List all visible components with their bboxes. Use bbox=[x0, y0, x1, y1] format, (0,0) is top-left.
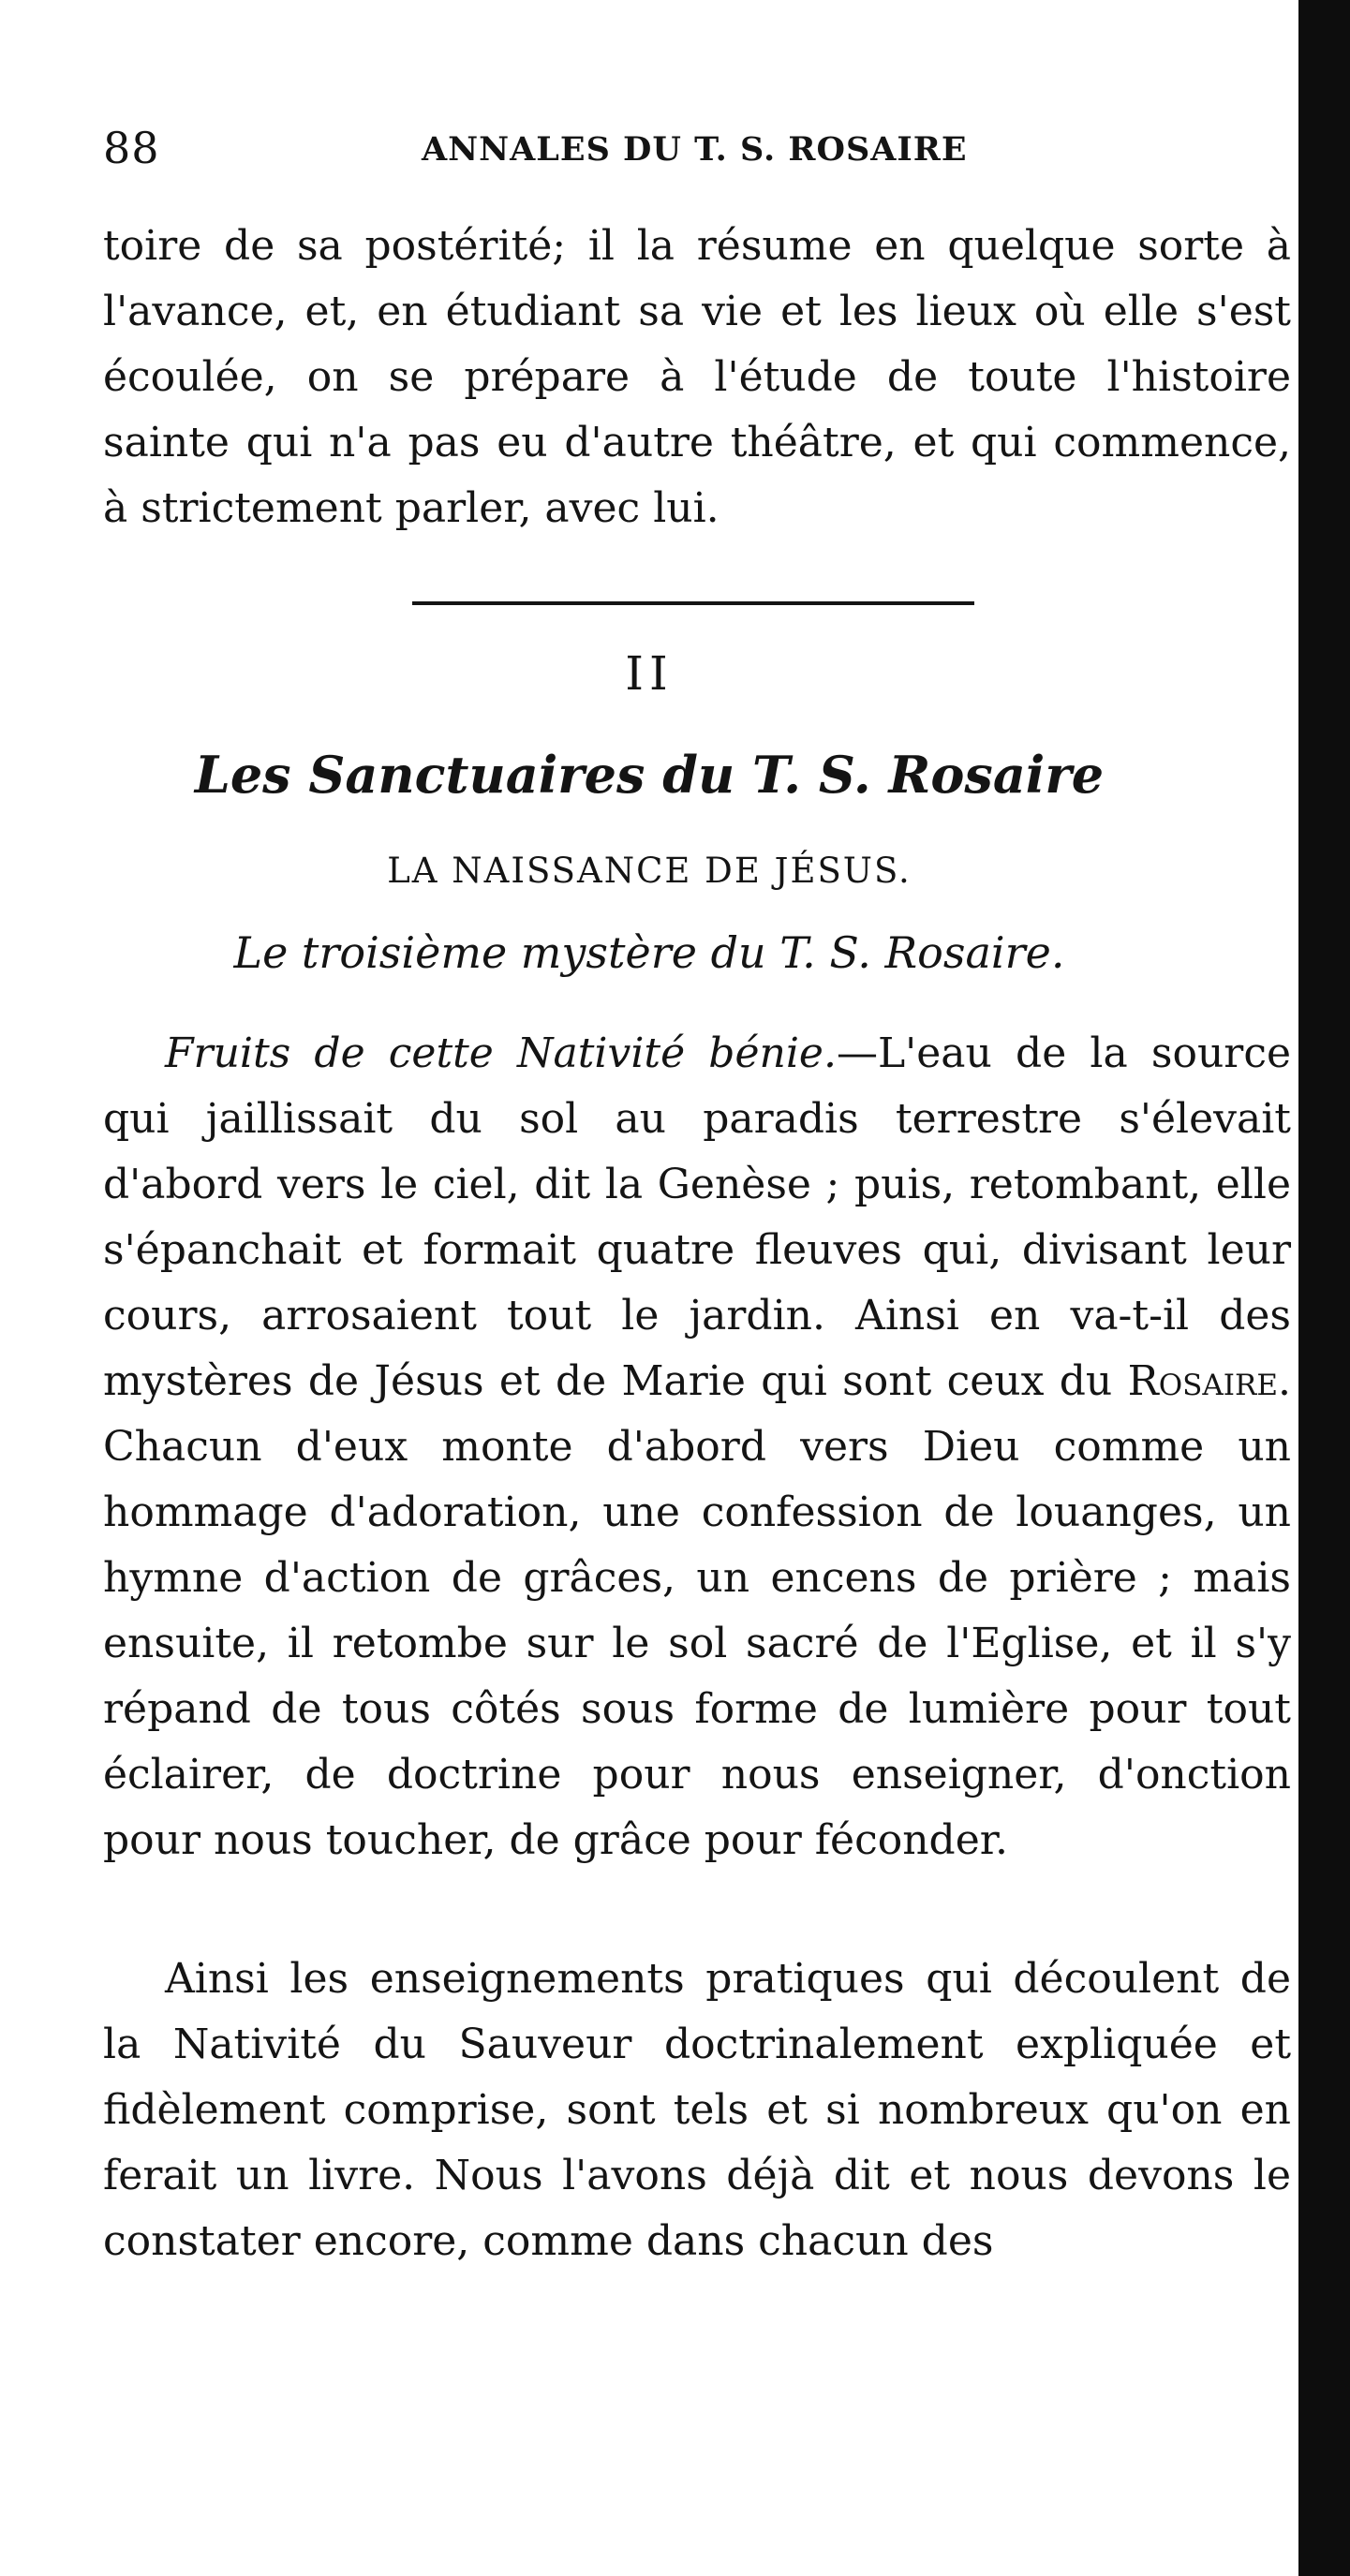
paragraph-nativity-fruits bbox=[103, 1021, 1291, 1873]
running-head bbox=[103, 120, 1255, 176]
section-subtitle: LA NAISSANCE DE JÉSUS. bbox=[387, 851, 912, 891]
paragraph-teachings-text: Ainsi les enseignements pratiques qui découlent de la Nativité du Sauveur doctrinalement expliquée et fidèlement comprise, sont tels et si nombreux qu'on en ferait un livre. Nous l'avons déjà dit et nous devons le constater encore, comme dans chacun des bbox=[103, 1955, 1291, 2265]
section-title: Les Sanctuaires du T. S. Rosaire bbox=[194, 745, 1105, 805]
rosaire-small-caps: Rosaire bbox=[1127, 1357, 1278, 1405]
section-divider bbox=[412, 601, 974, 605]
paragraph-teachings bbox=[103, 1947, 1291, 2274]
paragraph-continuation: toire de sa postérité; il la résume en quelque sorte à l'avance, et, en étudiant sa vie et les lieux où elle s'est écoulée, on se prépare à l'étude de toute l'histoire sainte qui n'a pas eu d'autre théâtre, et qui commence, à strictement parler, avec lui. bbox=[103, 222, 1291, 532]
paragraph-text-b: . Chacun d'eux monte d'abord vers Dieu comme un hommage d'adoration, une confession de louanges, un hymne d'action de grâces, un encens de prière ; mais ensuite, il retombe sur le sol sacré de l'Eglise, et il s'y répand de tous côtés sous forme de lumière pour tout éclairer, de doctrine pour nous enseigner, d'onction pour nous toucher, de grâce pour féconder. bbox=[103, 1357, 1291, 1864]
scan-edge-shadow bbox=[1298, 0, 1350, 2576]
section-number: II bbox=[625, 646, 674, 701]
paragraph-lead-in: Fruits de cette Nativité bénie. bbox=[165, 1029, 837, 1077]
mystery-heading: Le troisième mystère du T. S. Rosaire. bbox=[233, 927, 1065, 978]
running-title: ANNALES DU T. S. ROSAIRE bbox=[422, 130, 968, 169]
page-number: 88 bbox=[103, 123, 160, 173]
paragraph-text-a: —L'eau de la source qui jaillissait du sol au paradis terrestre s'élevait d'abord vers le ciel, dit la Genèse ; puis, retombant, elle s'épanchait et formait quatre fleuves qui, divisant leur cours, arrosaient tout le jardin. Ainsi en va-t-il des mystères de Jésus et de Marie qui sont ceux du bbox=[103, 1029, 1291, 1405]
